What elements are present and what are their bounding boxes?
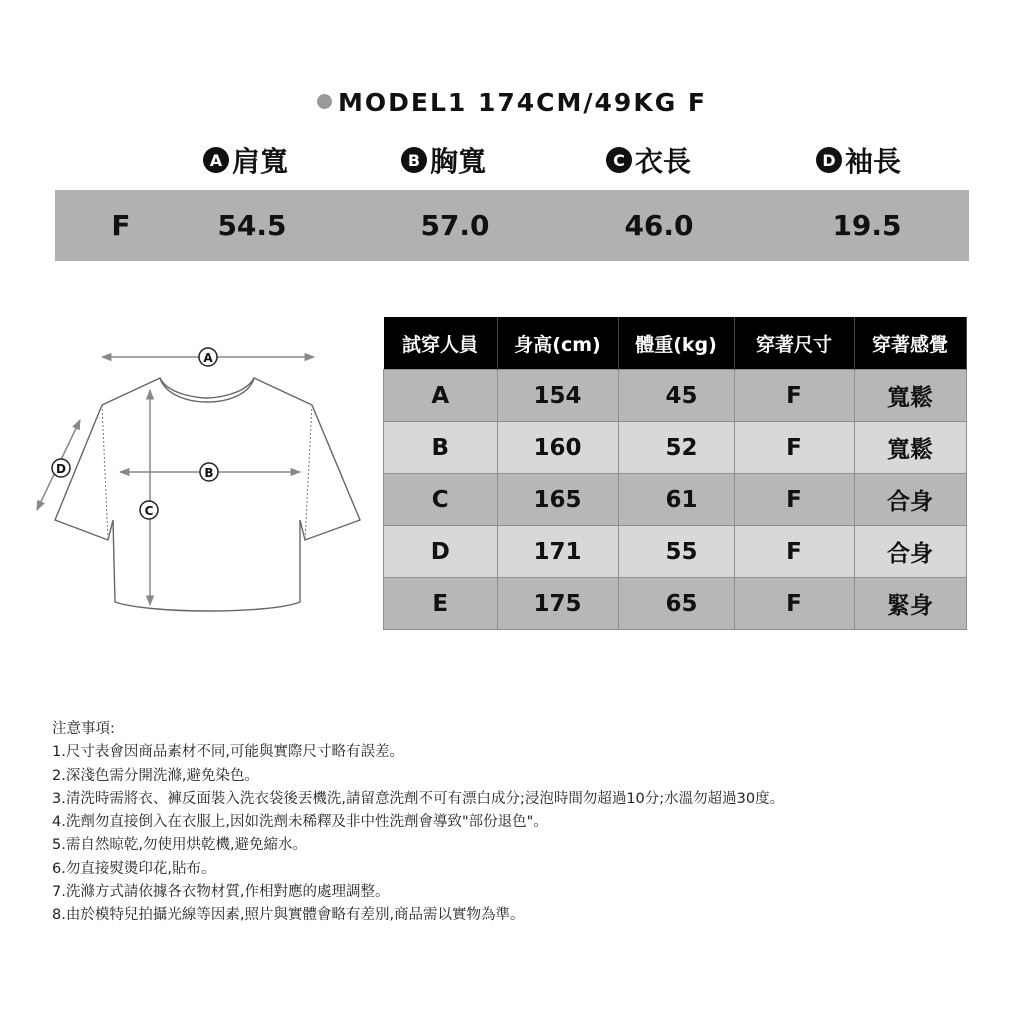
size-headers — [0, 140, 1024, 180]
height-cell: 171 — [497, 526, 618, 578]
letter-b-icon: B — [401, 147, 427, 173]
col-height: 身高(cm) — [497, 317, 618, 370]
size-cell: F — [734, 474, 854, 526]
tester-cell: B — [384, 422, 498, 474]
svg-text:A: A — [203, 351, 213, 365]
size-label: F — [111, 209, 131, 242]
size-cell: F — [734, 578, 854, 630]
table-row — [384, 578, 967, 630]
header-shoulder-width — [203, 140, 288, 180]
col-weight: 體重(kg) — [618, 317, 734, 370]
letter-c-icon: C — [606, 147, 632, 173]
note-item: 2.深淺色需分開洗滌,避免染色。 — [52, 767, 259, 784]
col-size: 穿著尺寸 — [734, 317, 854, 370]
letter-a-icon: A — [203, 147, 229, 173]
tester-cell: C — [384, 474, 498, 526]
dim-c-label — [140, 501, 158, 519]
feel-cell: 緊身 — [854, 578, 966, 630]
table-row — [384, 526, 967, 578]
model-info — [0, 88, 1024, 117]
header-sleeve-length — [816, 140, 901, 180]
fitting-table-header — [384, 317, 967, 370]
feel-cell: 合身 — [854, 526, 966, 578]
note-item: 6.勿直接熨燙印花,貼布。 — [52, 860, 216, 877]
size-value-bar — [55, 190, 969, 261]
tester-cell: A — [384, 370, 498, 422]
col-feel: 穿著感覺 — [854, 317, 966, 370]
height-cell: 175 — [497, 578, 618, 630]
svg-text:D: D — [56, 462, 66, 476]
fitting-table — [383, 317, 967, 630]
feel-cell: 寬鬆 — [854, 422, 966, 474]
svg-text:B: B — [204, 466, 214, 480]
note-item: 5.需自然晾乾,勿使用烘乾機,避免縮水。 — [52, 837, 308, 854]
size-cell: F — [734, 422, 854, 474]
header-label: 袖長 — [845, 145, 902, 178]
feel-cell: 寬鬆 — [854, 370, 966, 422]
height-cell: 165 — [497, 474, 618, 526]
weight-cell: 61 — [618, 474, 734, 526]
note-item: 8.由於模特兒拍攝光線等因素,照片與實體會略有差別,商品需以實物為準。 — [52, 907, 525, 924]
model-info-text: MODEL1 174CM/49KG F — [338, 88, 707, 117]
weight-cell: 65 — [618, 578, 734, 630]
note-item: 3.清洗時需將衣、褲反面裝入洗衣袋後丟機洗,請留意洗劑不可有漂白成分;浸泡時間勿超過10分;水溫勿超過30度。 — [52, 790, 785, 807]
header-label: 衣長 — [635, 145, 692, 178]
note-item: 1.尺寸表會因商品素材不同,可能與實際尺寸略有誤差。 — [52, 744, 404, 761]
weight-cell: 55 — [618, 526, 734, 578]
length-value: 46.0 — [624, 209, 694, 242]
notes-title: 注意事項: — [52, 721, 115, 737]
header-length — [606, 140, 691, 180]
note-item: 4.洗劑勿直接倒入在衣服上,因如洗劑未稀釋及非中性洗劑會導致"部份退色"。 — [52, 814, 548, 831]
weight-cell: 52 — [618, 422, 734, 474]
feel-cell: 合身 — [854, 474, 966, 526]
care-notes — [52, 718, 784, 928]
dim-b-label — [200, 463, 218, 481]
size-cell: F — [734, 370, 854, 422]
weight-cell: 45 — [618, 370, 734, 422]
dim-a-label — [199, 348, 217, 366]
letter-d-icon: D — [816, 147, 842, 173]
tester-cell: E — [384, 578, 498, 630]
bullet-dot-icon — [317, 94, 332, 109]
header-label: 胸寬 — [430, 145, 487, 178]
note-item: 7.洗滌方式請依據各衣物材質,作相對應的處理調整。 — [52, 884, 390, 901]
tester-cell: D — [384, 526, 498, 578]
sleeve-value: 19.5 — [832, 209, 902, 242]
col-tester: 試穿人員 — [384, 317, 498, 370]
size-cell: F — [734, 526, 854, 578]
tshirt-outline — [55, 378, 360, 611]
tshirt-diagram — [30, 340, 375, 620]
table-row — [384, 422, 967, 474]
height-cell: 154 — [497, 370, 618, 422]
dim-d-label — [52, 459, 70, 477]
svg-text:C: C — [144, 504, 154, 518]
height-cell: 160 — [497, 422, 618, 474]
chest-value: 57.0 — [420, 209, 490, 242]
table-row — [384, 370, 967, 422]
header-chest-width — [401, 140, 486, 180]
shoulder-value: 54.5 — [217, 209, 287, 242]
header-label: 肩寬 — [232, 145, 289, 178]
table-row — [384, 474, 967, 526]
